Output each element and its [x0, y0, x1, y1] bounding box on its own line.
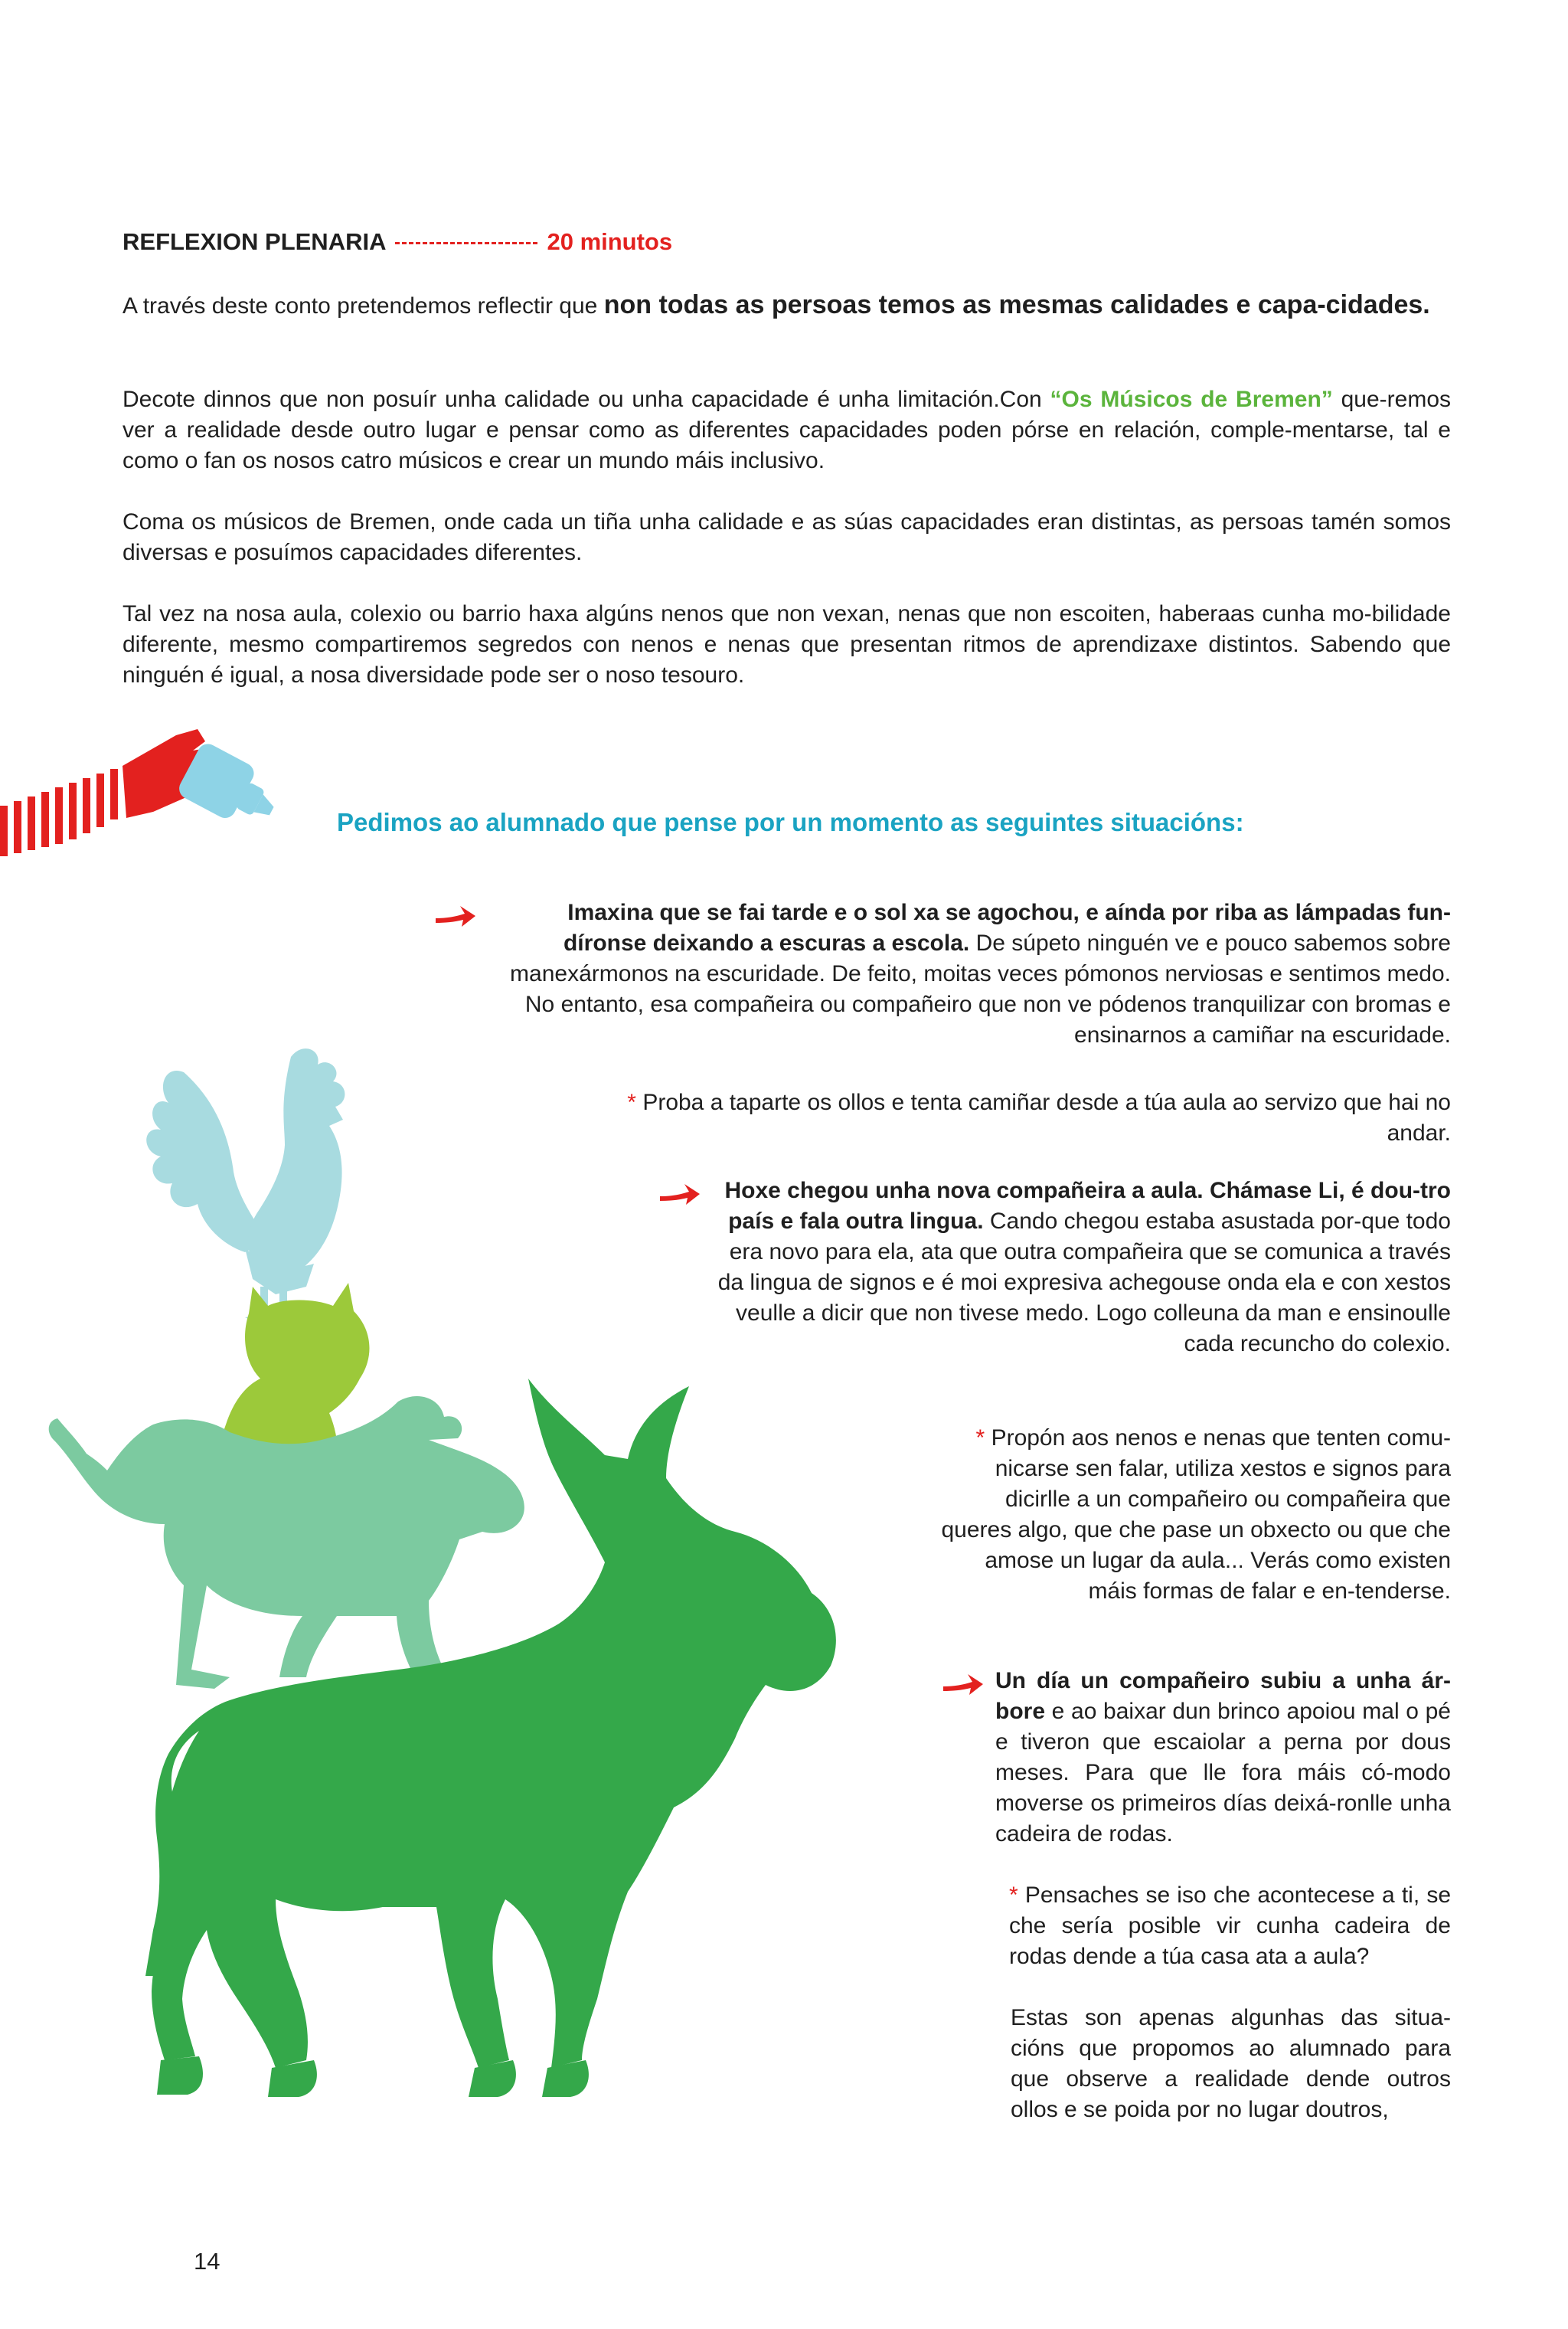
situation-3-text: e ao baixar dun brinco apoiou mal o pé e tiveron que escaiolar a perna por dous meses. Para que lle fora máis có-modo moverse os primeiros días deixá-ronlle unha cadeira de rodas. [995, 1699, 1451, 1847]
intro-p2-text-a: Decote dinnos que non posuír unha calidade ou unha capacidade é unha limitación.Con [122, 387, 1050, 412]
intro-bold-text: non todas as persoas temos as mesmas calidades e capa-cidades. [603, 290, 1430, 319]
activity-2 [938, 1423, 1451, 1607]
situation-2-lead: Hoxe chegou unha nova compañeira a aula. Chámase Li, é dou-tro país e fala outra lingua. [724, 1178, 1451, 1234]
section-title-text: REFLEXION PLENARIA [122, 228, 387, 255]
arrow-icon [433, 901, 479, 931]
rooster-silhouette [146, 1048, 345, 1329]
asterisk-3: * [1009, 1882, 1018, 1908]
situation-2-text: Cando chegou estaba asustada por-que todo era novo para ela, ata que outra compañeira que se comunica a través da lingua de signos e é moi expresiva achegouse onda ela e con xestos veulle a dicir que non tivese medo. Logo colleuna da man e ensinoulle cada recuncho do colexio. [717, 1209, 1451, 1356]
duration-label: 20 minutos [547, 228, 673, 255]
situation-1 [490, 898, 1451, 1051]
activity-1-text: Proba a taparte os ollos e tenta camiñar desde a túa aula ao servizo que hai no andar. [642, 1090, 1451, 1146]
activity-2-text: Propón aos nenos e nenas que tenten comu-nicarse sen falar, utiliza xestos e signos para dicirlle a un compañeiro ou compañeira que queres algo, que che pase un obxecto ou que che amose un lugar da aula... Verás como existen máis formas de falar e en-tenderse. [941, 1425, 1451, 1604]
story-title: “Os Músicos de Bremen” [1050, 387, 1333, 412]
situation-1-text: De súpeto ninguén ve e pouco sabemos sobre manexármonos na escuridade. De feito, moitas veces pómonos nerviosas e sentimos medo. No entanto, esa compañeira ou compañeiro que non ve pódenos tranquilizar con bromas e ensinarnos a camiñar na escuridade. [510, 931, 1451, 1048]
situation-3 [995, 1666, 1451, 1850]
arrow-icon [940, 1670, 986, 1699]
intro-paragraph-3: Coma os músicos de Bremen, onde cada un tiña unha calidade e as súas capacidades eran distintas, as persoas tamén somos diversas e posuímos capacidades diferentes. [122, 509, 1451, 565]
activity-3 [1009, 1880, 1451, 1972]
activity-1 [582, 1088, 1451, 1149]
intro-lead-text: A través deste conto pretendemos reflectir que [122, 293, 604, 319]
situation-2 [716, 1176, 1451, 1359]
closing-paragraph: Estas son apenas algunhas das situa-cións que propomos ao alumnado para que observe a realidade dende outros ollos e se poida por no lugar doutros, [1011, 2005, 1451, 2122]
arrow-icon [657, 1179, 703, 1209]
intro-paragraph-4: Tal vez na nosa aula, colexio ou barrio haxa algúns nenos que non vexan, nenas que non escoiten, haberaas cunha mo-bilidade diferente, mesmo compartiremos segredos con nenos e nenas que presentan ritmos de aprendizaxe distintos. Sabendo que ninguén é igual, a nosa diversidade pode ser o noso tesouro. [122, 601, 1451, 688]
asterisk-2: * [975, 1425, 985, 1451]
page-number: 14 [194, 2248, 220, 2275]
prompt-heading: Pedimos ao alumnado que pense por un momento as seguintes situacións: [337, 808, 1244, 836]
activity-3-text: Pensaches se iso che acontecese a ti, se che sería posible vir cunha cadeira de rodas dende a túa casa ata a aula? [1009, 1882, 1451, 1969]
intro-p2-text-b: que-remos ver a realidade desde outro lugar e pensar como as diferentes capacidades poden pórse en relación, comple-mentarse, tal e como o fan os nosos catro músicos e crear un mundo máis inclusivo. [122, 387, 1451, 473]
situation-3-lead: Un día un compañeiro subiu a unha ár-bore [995, 1668, 1451, 1724]
situation-1-lead: Imaxina que se fai tarde e o sol xa se agochou, e aínda por riba as lámpadas fun-díronse deixando a escuras a escola. [563, 900, 1451, 956]
asterisk-1: * [627, 1090, 636, 1115]
